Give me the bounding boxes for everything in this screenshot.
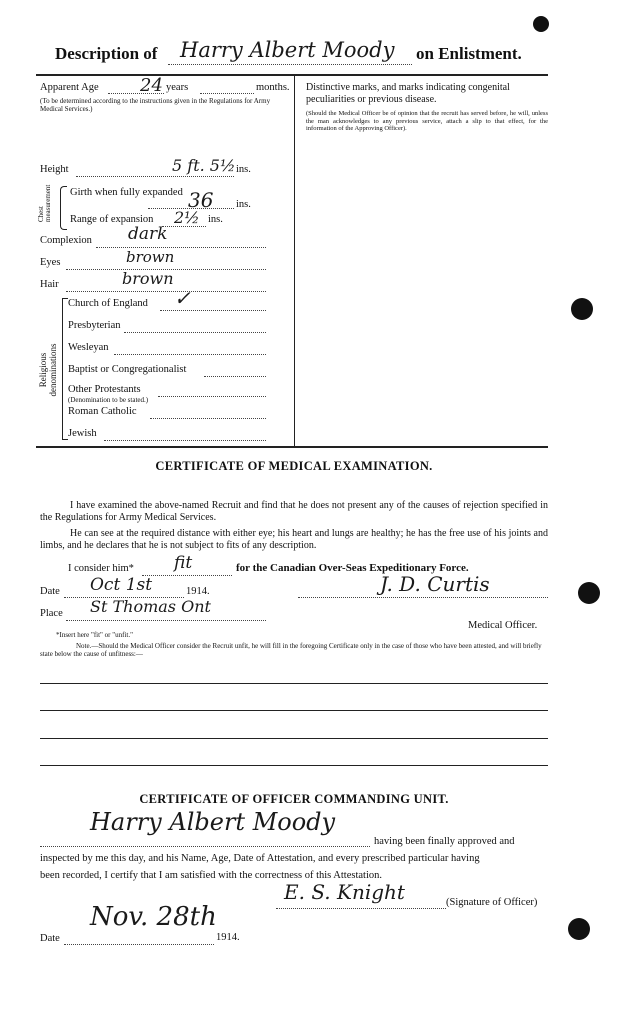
medical-note: Note.—Should the Medical Officer consider the Recruit unfit, he will fill in the foregoing Certificate only in the case of those who have been attested, and will briefly state below the cause of unfitness:—: [40, 642, 542, 658]
religion-dots: [104, 440, 266, 441]
medical-heading: CERTIFICATE OF MEDICAL EXAMINATION.: [155, 459, 433, 473]
unfitness-line: [40, 738, 548, 739]
medical-year: 1914.: [186, 586, 210, 597]
range-ins: ins.: [208, 214, 223, 225]
unfitness-line: [40, 710, 548, 711]
chest-label: Chest measurement: [37, 184, 52, 222]
punch-hole: [571, 298, 593, 320]
commanding-name-handwritten: Harry Albert Moody: [90, 808, 336, 836]
place-value: St Thomas Ont: [90, 597, 211, 616]
medical-signature-dots: [298, 597, 548, 598]
top-rule: [36, 74, 548, 76]
commanding-text2: inspected by me this day, and his Name, Age, Date of Attestation, and every prescribed particular having: [40, 853, 480, 864]
unfitness-line: [40, 765, 548, 766]
months-dots: [200, 93, 254, 94]
commanding-date-dots: [64, 944, 214, 945]
religion-note: (Denomination to be stated.): [68, 396, 149, 404]
age-label: Apparent Age: [40, 82, 99, 93]
officer-signature-dots: [276, 908, 446, 909]
unfitness-line: [40, 683, 548, 684]
section-rule: [36, 446, 548, 448]
girth-ins: ins.: [236, 199, 251, 210]
religion-other-protestants: Other Protestants: [68, 384, 141, 395]
height-ins: ins.: [236, 164, 251, 175]
religion-roman-catholic: Roman Catholic: [68, 406, 137, 417]
height-value: 5 ft. 5½: [172, 156, 236, 175]
commanding-year: 1914.: [216, 932, 240, 943]
religion-dots: [150, 418, 266, 419]
commanding-name-dots: [40, 846, 370, 847]
girth-label: Girth when fully expanded: [70, 187, 183, 198]
religion-church-of-england: Church of England: [68, 298, 148, 309]
years-label: years: [166, 82, 189, 93]
religion-dots: [124, 332, 266, 333]
place-dots: [66, 620, 266, 621]
religion-wesleyan: Wesleyan: [68, 342, 109, 353]
medical-officer-label: Medical Officer.: [468, 620, 538, 631]
consider-label: I consider him*: [68, 563, 134, 574]
church-mark: ✓: [174, 286, 191, 310]
months-label: months.: [256, 82, 290, 93]
religion-dots: [114, 354, 266, 355]
height-label: Height: [40, 164, 69, 175]
commanding-text1: having been finally approved and: [374, 836, 515, 847]
place-label: Place: [40, 608, 63, 619]
title-prefix: Description of: [55, 44, 158, 63]
consider-dots: [142, 575, 232, 576]
medical-date-label: Date: [40, 586, 60, 597]
column-divider: [294, 75, 295, 447]
religion-presbyterian: Presbyterian: [68, 320, 121, 331]
commanding-heading: CERTIFICATE OF OFFICER COMMANDING UNIT.: [139, 792, 449, 806]
eyes-label: Eyes: [40, 257, 61, 268]
complexion-dots: [96, 247, 266, 248]
hair-dots: [66, 291, 266, 292]
range-value: 2½: [174, 208, 200, 227]
commanding-text3: been recorded, I certify that I am satisfied with the correctness of this Attestation.: [40, 870, 383, 881]
marks-heading: Distinctive marks, and marks indicating congenital peculiarities or previous disease.: [306, 82, 510, 105]
fit-footnote: *Insert here "fit" or "unfit.": [56, 631, 133, 639]
consider-value: fit: [174, 553, 193, 573]
religion-baptist: Baptist or Congregationalist: [68, 364, 187, 375]
hair-value: brown: [122, 269, 174, 288]
height-dots: [76, 176, 234, 177]
range-label: Range of expansion: [70, 214, 154, 225]
medical-signature: J. D. Curtis: [380, 572, 490, 596]
medical-para1: I have examined the above-named Recruit and find that he does not present any of the causes of rejection specified in the Regulations for Army Medical Services.: [40, 500, 548, 523]
medical-para2: He can see at the required distance with either eye; his heart and lungs are healthy; he has the free use of his joints and limbs, and he declares that he is not subject to fits of any description.: [40, 528, 548, 551]
title-name-handwritten: Harry Albert Moody: [180, 38, 395, 62]
title-underline: [168, 64, 412, 65]
signature-label: (Signature of Officer): [446, 897, 538, 908]
age-note: (To be determined according to the instructions given in the Regulations for Army Medical Services.): [40, 97, 271, 113]
punch-hole: [568, 918, 590, 940]
complexion-label: Complexion: [40, 235, 92, 246]
age-value: 24: [140, 75, 163, 96]
girth-value: 36: [188, 188, 214, 212]
eyes-value: brown: [126, 248, 175, 266]
punch-hole: [533, 16, 549, 32]
commanding-date-label: Date: [40, 933, 60, 944]
punch-hole: [578, 582, 600, 604]
medical-date-value: Oct 1st: [90, 575, 153, 595]
religion-dots: [204, 376, 266, 377]
consider-suffix: for the Canadian Over-Seas Expeditionary Force.: [236, 562, 469, 574]
hair-label: Hair: [40, 279, 59, 290]
title-suffix: on Enlistment.: [416, 44, 522, 63]
commanding-date-handwritten: Nov. 28th: [90, 902, 217, 932]
religion-dots: [160, 310, 266, 311]
marks-note: (Should the Medical Officer be of opinion that the recruit has served before, he will, unless the man acknowledges to any previous service, attach a slip to that effect, for the information of the Approving Officer).: [306, 110, 548, 132]
religion-dots: [158, 396, 266, 397]
complexion-value: dark: [128, 224, 168, 244]
officer-signature: E. S. Knight: [284, 880, 405, 904]
religion-jewish: Jewish: [68, 428, 97, 439]
religion-label: Religious denominations: [38, 343, 58, 397]
chest-brace: [60, 186, 67, 230]
